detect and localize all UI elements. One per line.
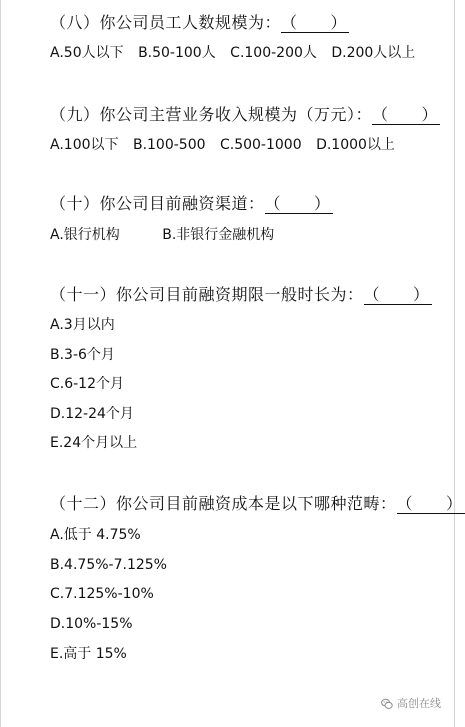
question-9-text: （九）你公司主营业务收入规模为（万元）：: [50, 105, 373, 124]
option-10-a[interactable]: A.银行机构: [50, 227, 120, 243]
option-9-d[interactable]: D.1000以上: [316, 137, 395, 153]
option-11-a[interactable]: A.3月以内: [50, 317, 115, 333]
question-11-answer-blank[interactable]: （ ）: [363, 285, 430, 304]
watermark-text: 高创在线: [397, 697, 441, 710]
question-8-answer-blank[interactable]: （ ）: [281, 13, 348, 32]
option-11-e[interactable]: E.24个月以上: [50, 435, 138, 451]
question-12-title: [50, 494, 465, 514]
wechat-icon: [381, 698, 393, 710]
question-8-options: [50, 44, 425, 62]
option-12-b[interactable]: B.4.75%-7.125%: [50, 557, 167, 573]
option-9-c[interactable]: C.500-1000: [219, 137, 302, 153]
question-8-title: [50, 13, 349, 33]
question-12-text: （十二）你公司目前融资成本是以下哪种范畴：: [50, 494, 397, 513]
option-12-e[interactable]: E.高于 15%: [50, 646, 127, 662]
option-12-d[interactable]: D.10%-15%: [50, 616, 133, 632]
option-9-b[interactable]: B.100-500: [132, 137, 206, 153]
option-11-d[interactable]: D.12-24个月: [50, 406, 134, 422]
question-11-text: （十一）你公司目前融资期限一般时长为：: [50, 285, 364, 304]
option-9-a[interactable]: A.100以下: [50, 137, 119, 153]
question-9-title: [50, 105, 440, 125]
question-8-text: （八）你公司员工人数规模为：: [50, 13, 282, 32]
option-8-b[interactable]: B.50-100人: [138, 45, 216, 61]
question-10-answer-blank[interactable]: （ ）: [264, 194, 331, 213]
option-8-d[interactable]: D.200人以上: [331, 45, 416, 61]
question-10-title: [50, 194, 333, 214]
question-11-title: [50, 285, 432, 305]
option-10-b[interactable]: B.非银行金融机构: [162, 227, 275, 243]
question-10-options: [50, 226, 284, 244]
question-9-options: [50, 136, 405, 154]
question-10-text: （十）你公司目前融资渠道：: [50, 194, 265, 213]
page-left-edge: [0, 0, 1, 727]
option-12-c[interactable]: C.7.125%-10%: [50, 586, 154, 602]
page-right-edge: [454, 0, 455, 727]
watermark: [381, 697, 441, 711]
option-12-a[interactable]: A.低于 4.75%: [50, 527, 141, 543]
question-9-answer-blank[interactable]: （ ）: [372, 105, 439, 124]
question-12-answer-blank[interactable]: （ ）: [396, 494, 463, 513]
option-8-a[interactable]: A.50人以下: [50, 45, 124, 61]
option-11-b[interactable]: B.3-6个月: [50, 347, 115, 363]
option-11-c[interactable]: C.6-12个月: [50, 376, 124, 392]
option-8-c[interactable]: C.100-200人: [230, 45, 317, 61]
